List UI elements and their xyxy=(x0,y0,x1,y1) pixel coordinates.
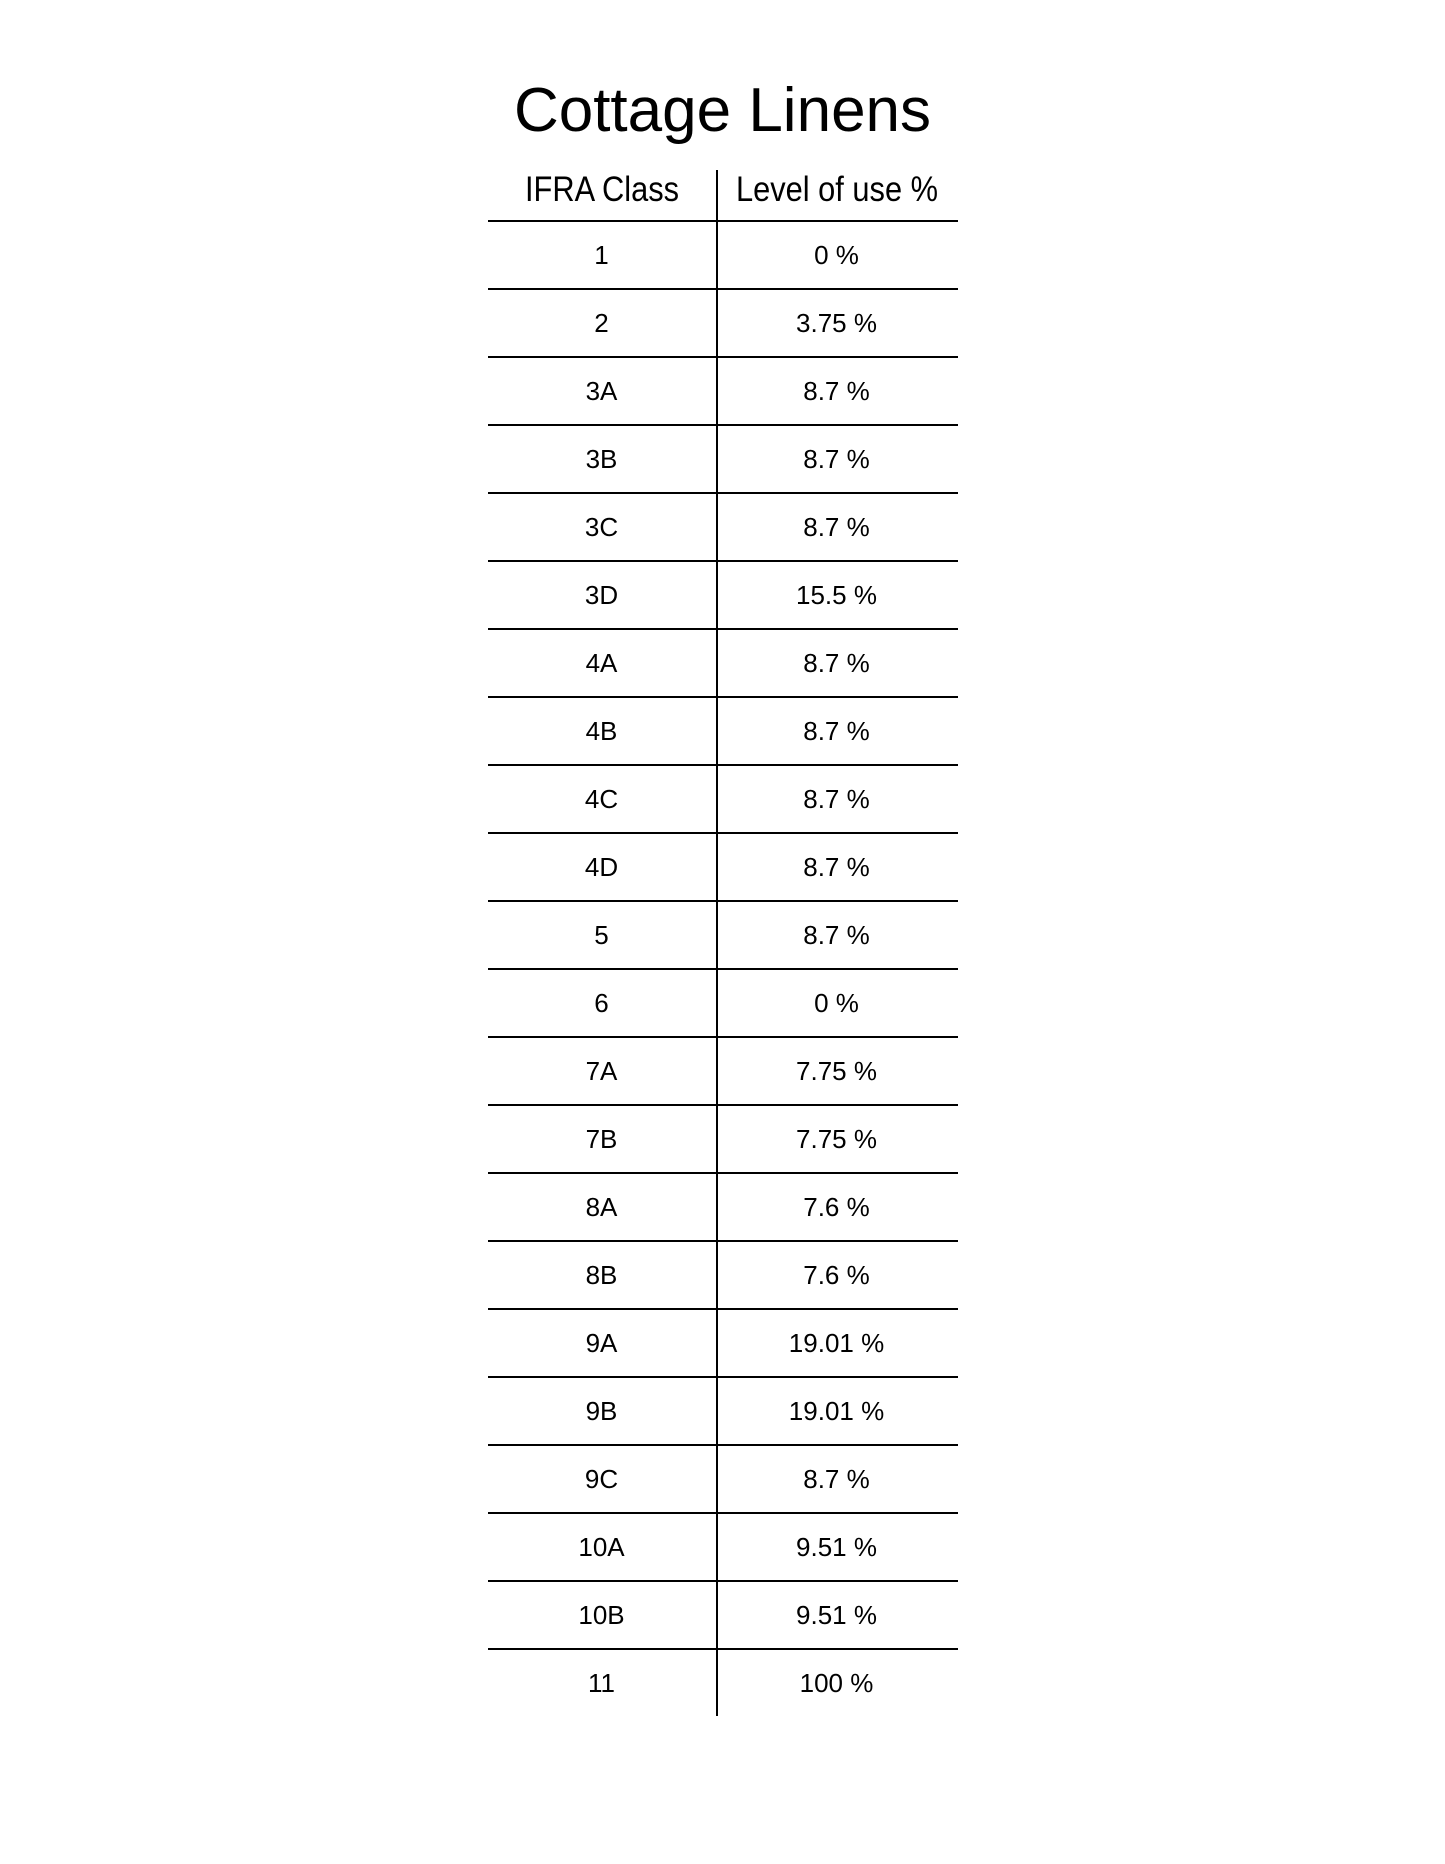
cell-level-of-use: 8.7 % xyxy=(716,697,958,765)
table-row xyxy=(488,697,958,765)
cell-ifra-class: 8A xyxy=(488,1173,716,1241)
cell-level-of-use: 8.7 % xyxy=(716,1445,958,1513)
table-row xyxy=(488,1649,958,1716)
table-row xyxy=(488,1309,958,1377)
table-row xyxy=(488,1173,958,1241)
column-header-ifra-class: IFRA Class xyxy=(501,170,702,221)
cell-ifra-class: 5 xyxy=(488,901,716,969)
table-row xyxy=(488,221,958,289)
table-row xyxy=(488,425,958,493)
ifra-levels-table xyxy=(488,170,958,1716)
table-row xyxy=(488,1513,958,1581)
cell-level-of-use: 15.5 % xyxy=(716,561,958,629)
page-title: Cottage Linens xyxy=(513,76,932,145)
cell-level-of-use: 7.6 % xyxy=(716,1241,958,1309)
cell-level-of-use: 0 % xyxy=(716,221,958,289)
cell-ifra-class: 4D xyxy=(488,833,716,901)
cell-level-of-use: 9.51 % xyxy=(716,1513,958,1581)
cell-ifra-class: 3A xyxy=(488,357,716,425)
cell-level-of-use: 8.7 % xyxy=(716,425,958,493)
cell-ifra-class: 2 xyxy=(488,289,716,357)
table-row xyxy=(488,833,958,901)
cell-ifra-class: 3B xyxy=(488,425,716,493)
table-row xyxy=(488,1105,958,1173)
column-divider xyxy=(716,170,718,1716)
cell-level-of-use: 8.7 % xyxy=(716,901,958,969)
cell-ifra-class: 4C xyxy=(488,765,716,833)
cell-ifra-class: 9A xyxy=(488,1309,716,1377)
cell-level-of-use: 19.01 % xyxy=(716,1377,958,1445)
table-row xyxy=(488,969,958,1037)
cell-ifra-class: 1 xyxy=(488,221,716,289)
cell-level-of-use: 7.75 % xyxy=(716,1037,958,1105)
table-row xyxy=(488,1377,958,1445)
cell-level-of-use: 8.7 % xyxy=(716,833,958,901)
cell-level-of-use: 100 % xyxy=(799,1667,874,1698)
cell-ifra-class: 4A xyxy=(488,629,716,697)
cell-ifra-class: 10A xyxy=(488,1513,716,1581)
table-row xyxy=(488,765,958,833)
cell-level-of-use: 7.6 % xyxy=(716,1173,958,1241)
table-row xyxy=(488,901,958,969)
cell-ifra-class: 4B xyxy=(488,697,716,765)
cell-ifra-class: 10B xyxy=(488,1581,716,1649)
ifra-table-container xyxy=(488,170,958,1716)
cell-ifra-class: 9C xyxy=(488,1445,716,1513)
table-row xyxy=(488,561,958,629)
cell-level-of-use: 8.7 % xyxy=(716,357,958,425)
table-row xyxy=(488,357,958,425)
table-row xyxy=(488,1581,958,1649)
cell-level-of-use: 8.7 % xyxy=(716,493,958,561)
cell-level-of-use: 7.75 % xyxy=(716,1105,958,1173)
cell-level-of-use: 3.75 % xyxy=(716,289,958,357)
cell-level-of-use: 9.51 % xyxy=(716,1581,958,1649)
cell-ifra-class: 7B xyxy=(488,1105,716,1173)
table-row xyxy=(488,289,958,357)
table-row xyxy=(488,1037,958,1105)
table-row xyxy=(488,1241,958,1309)
table-row xyxy=(488,493,958,561)
table-body xyxy=(488,221,958,1716)
column-header-level-of-use: Level of use % xyxy=(730,170,943,221)
cell-ifra-class: 7A xyxy=(488,1037,716,1105)
cell-level-of-use: 8.7 % xyxy=(716,629,958,697)
cell-level-of-use: 8.7 % xyxy=(716,765,958,833)
cell-level-of-use: 0 % xyxy=(716,969,958,1037)
table-header-row xyxy=(488,170,958,221)
table-header xyxy=(488,170,958,221)
cell-level-of-use: 19.01 % xyxy=(716,1309,958,1377)
cell-ifra-class: 11 xyxy=(588,1667,615,1698)
cell-ifra-class: 8B xyxy=(488,1241,716,1309)
table-row xyxy=(488,1445,958,1513)
cell-ifra-class: 6 xyxy=(488,969,716,1037)
cell-ifra-class: 3D xyxy=(488,561,716,629)
table-row xyxy=(488,629,958,697)
cell-ifra-class: 3C xyxy=(488,493,716,561)
cell-ifra-class: 9B xyxy=(488,1377,716,1445)
